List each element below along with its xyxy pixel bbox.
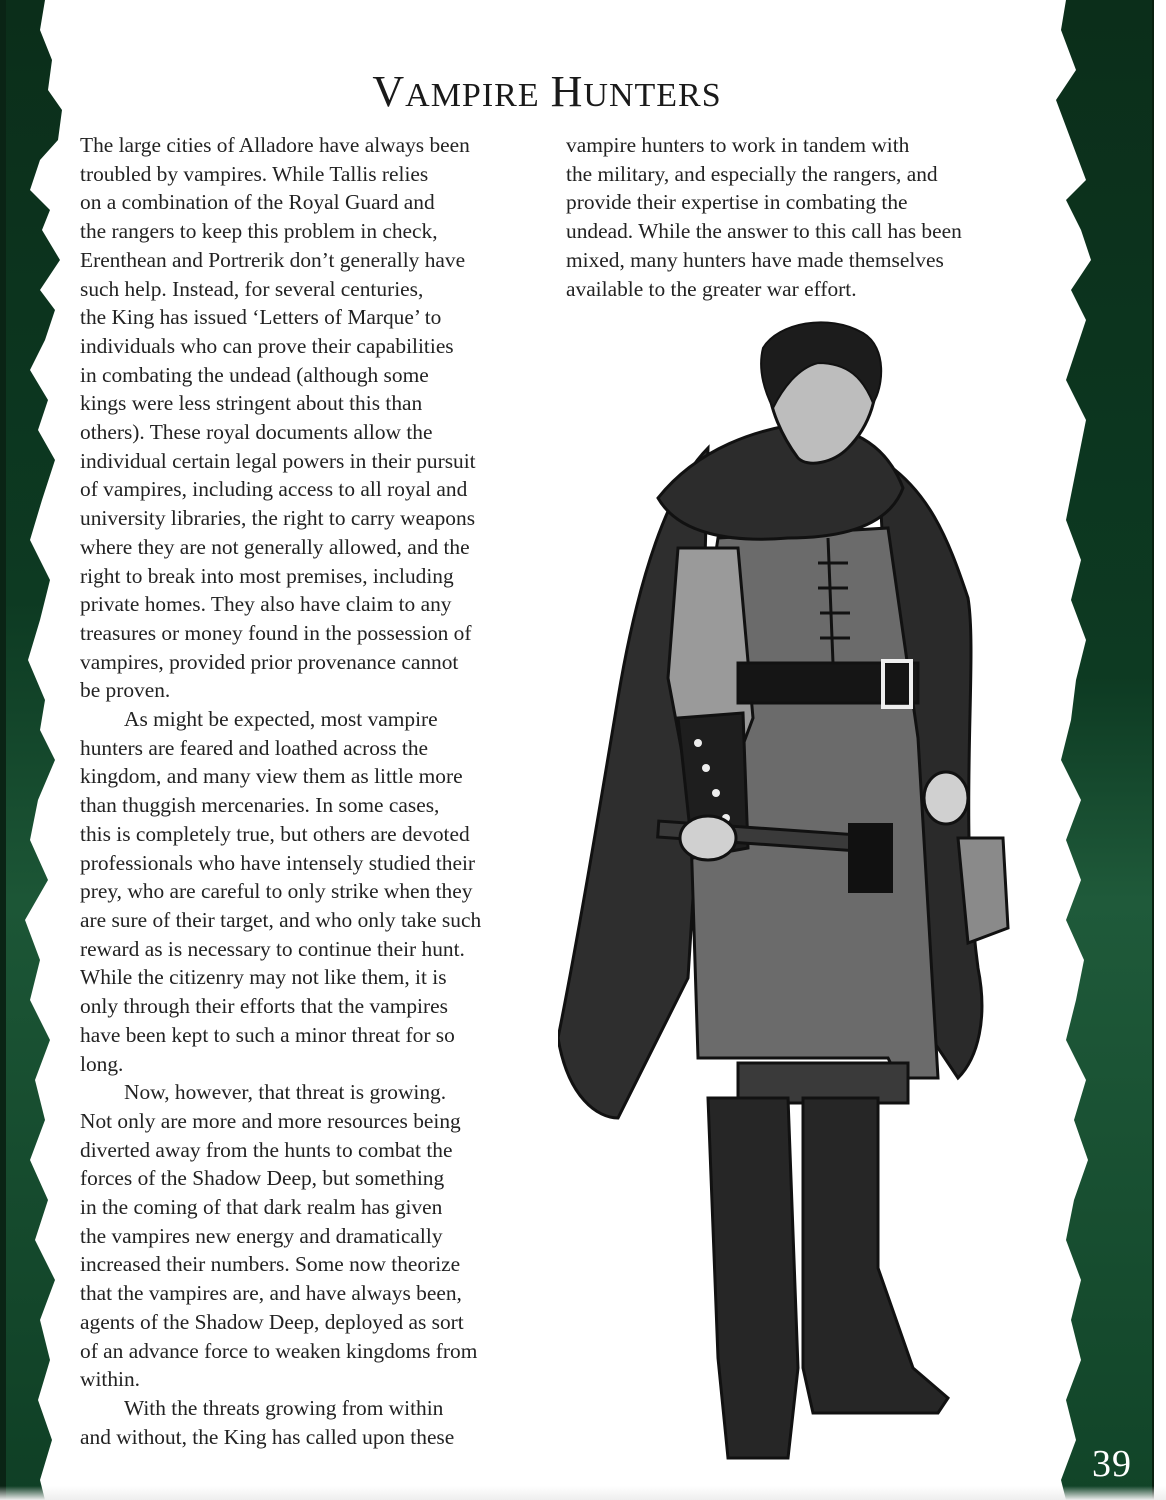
- body-text-line: troubled by vampires. While Tallis relies: [80, 161, 429, 186]
- body-text-line: have been kept to such a minor threat for so: [80, 1022, 455, 1047]
- paragraph-start-line: As might be expected, most vampire: [124, 707, 438, 732]
- body-text-line: undead. While the answer to this call has been: [566, 219, 962, 244]
- body-text-line: others). These royal documents allow the: [80, 420, 433, 445]
- body-text-line: right to break into most premises, including: [80, 563, 454, 588]
- page-number: 39: [1092, 1443, 1132, 1485]
- right-decorative-border: [1026, 0, 1166, 1500]
- body-text-line: the military, and especially the rangers, and: [566, 161, 938, 186]
- body-text-line: available to the greater war effort.: [566, 276, 857, 301]
- body-text-line: and without, the King has called upon these: [80, 1424, 455, 1449]
- body-text-line: hunters are feared and loathed across the: [80, 735, 429, 760]
- body-text-line: be proven.: [80, 678, 171, 703]
- body-text-line: kingdom, and many view them as little more: [80, 764, 463, 789]
- body-text-line: diverted away from the hunts to combat the: [80, 1137, 453, 1162]
- body-text-line: individual certain legal powers in their pursuit: [80, 448, 476, 473]
- body-text-line: long.: [80, 1051, 124, 1076]
- body-text-line: prey, who are careful to only strike when they: [80, 879, 473, 904]
- body-text-line: forces of the Shadow Deep, but something: [80, 1166, 445, 1191]
- body-text-line: are sure of their target, and who only take such: [80, 907, 482, 932]
- hunter-figure-icon: [558, 318, 1018, 1478]
- body-text-line: mixed, many hunters have made themselves: [566, 247, 944, 272]
- body-text-line: on a combination of the Royal Guard and: [80, 190, 435, 215]
- body-text-line: agents of the Shadow Deep, deployed as sort: [80, 1309, 464, 1334]
- body-text-line: the vampires new energy and dramatically: [80, 1223, 443, 1248]
- body-text-line: The large cities of Alladore have always been: [80, 133, 470, 157]
- right-text-column: [566, 131, 1036, 303]
- body-text-line: that the vampires are, and have always been,: [80, 1281, 462, 1306]
- body-text-line: the King has issued ‘Letters of Marque’ to: [80, 305, 442, 330]
- bottom-edge-shadow: [0, 1486, 1166, 1500]
- body-text-line: private homes. They also have claim to any: [80, 592, 452, 617]
- body-text-line: than thuggish mercenaries. In some cases,: [80, 793, 440, 818]
- body-text-line: where they are not generally allowed, and the: [80, 534, 470, 559]
- body-text-line: the rangers to keep this problem in check,: [80, 219, 438, 244]
- body-text-line: Erenthean and Portrerik don’t generally have: [80, 247, 466, 272]
- body-text-line: provide their expertise in combating the: [566, 190, 908, 215]
- body-text-line: university libraries, the right to carry weapons: [80, 506, 476, 531]
- body-text-line: this is completely true, but others are devoted: [80, 821, 470, 846]
- left-text-column: [80, 131, 550, 1451]
- body-text-line: vampires, provided prior provenance cannot: [80, 649, 459, 674]
- body-text-line: treasures or money found in the possession of: [80, 620, 472, 645]
- body-text-line: of an advance force to weaken kingdoms from: [80, 1338, 478, 1363]
- body-text-line: in combating the undead (although some: [80, 362, 429, 387]
- body-text-line: of vampires, including access to all royal and: [80, 477, 468, 502]
- body-text-line: vampire hunters to work in tandem with: [566, 133, 910, 157]
- body-text-line: within.: [80, 1367, 141, 1392]
- body-text-line: reward as is necessary to continue their hunt.: [80, 936, 465, 961]
- body-text-line: Not only are more and more resources being: [80, 1108, 461, 1133]
- page-title: VAMPIRE HUNTERS: [372, 67, 722, 116]
- paragraph-start-line: With the threats growing from within: [124, 1395, 444, 1420]
- body-text-line: kings were less stringent about this than: [80, 391, 423, 416]
- body-text-line: in the coming of that dark realm has given: [80, 1195, 443, 1220]
- vampire-hunter-illustration: [558, 318, 1018, 1478]
- body-text-line: such help. Instead, for several centuries,: [80, 276, 424, 301]
- body-text-line: While the citizenry may not like them, it is: [80, 965, 447, 990]
- body-text-line: professionals who have intensely studied their: [80, 850, 476, 875]
- paragraph-start-line: Now, however, that threat is growing.: [124, 1080, 447, 1105]
- body-text-line: only through their efforts that the vampires: [80, 994, 448, 1019]
- body-text-line: increased their numbers. Some now theorize: [80, 1252, 461, 1277]
- body-text-line: individuals who can prove their capabilities: [80, 333, 454, 358]
